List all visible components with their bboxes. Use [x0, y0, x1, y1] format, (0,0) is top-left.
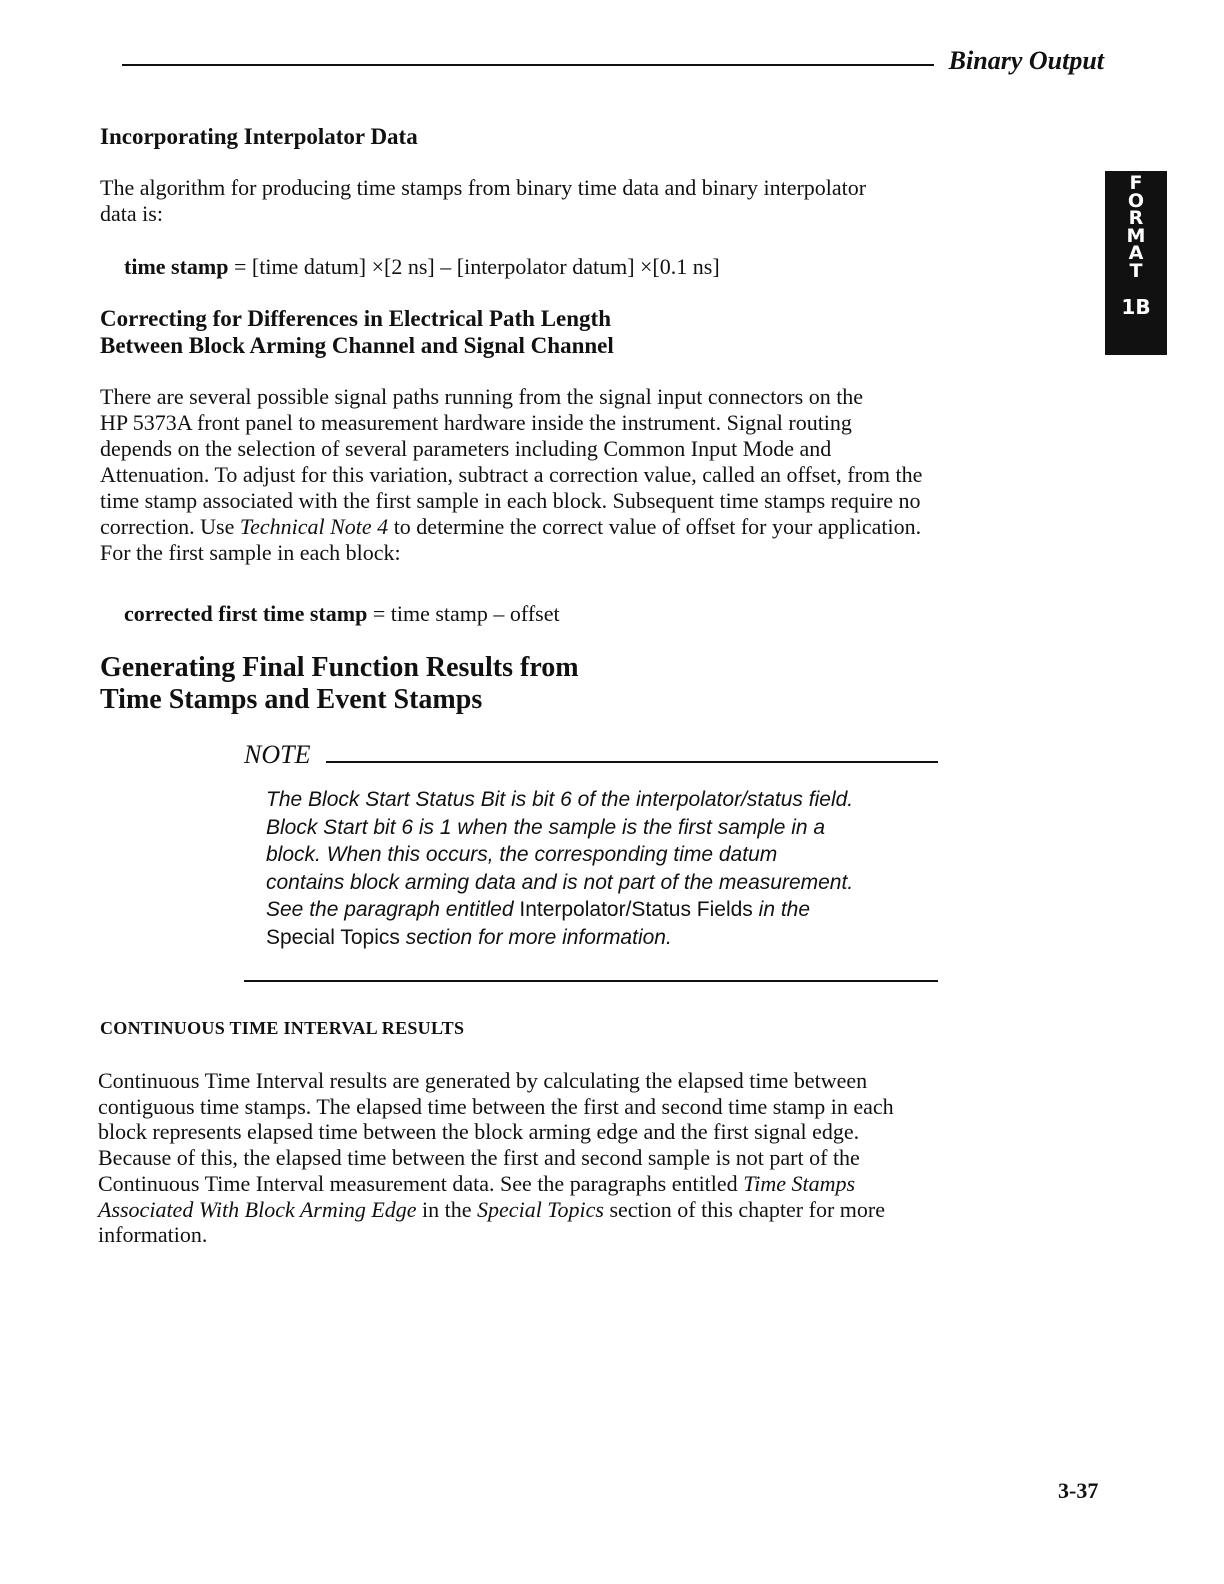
tab-number: 1B — [1121, 295, 1151, 319]
section-tab — [1105, 171, 1167, 355]
text-span: to determine the correct value of offset for your application. — [388, 514, 922, 539]
text-line: HP 5373A front panel to measurement hardware inside the instrument. Signal routing — [100, 410, 852, 435]
text-span: section of this chapter for more — [603, 1196, 885, 1222]
text-span: Continuous Time Interval measurement data. See the paragraphs entitled — [98, 1170, 744, 1196]
text-line: contiguous time stamps. The elapsed time between the first and second time stamp in each — [98, 1093, 894, 1119]
text-line: information. — [98, 1222, 208, 1248]
tab-letter: O — [1127, 189, 1145, 212]
equation-rhs: = time stamp – offset — [367, 601, 560, 626]
tab-letters — [1105, 171, 1167, 280]
section-heading-path-length — [100, 305, 614, 359]
text-line: time stamp associated with the first sample in each block. Subsequent time stamps require no — [100, 488, 921, 513]
note-rule-bottom — [244, 980, 938, 982]
text-line: Because of this, the elapsed time between the first and second sample is not part of the — [98, 1145, 860, 1171]
note-line — [266, 896, 956, 924]
text-line: block represents elapsed time between the block arming edge and the first signal edge. — [98, 1119, 860, 1145]
text-span: in the — [752, 898, 811, 921]
continuous-ti-paragraph — [98, 1068, 894, 1248]
page-number: 3-37 — [1058, 1478, 1099, 1503]
heading-line: Generating Final Function Results from — [100, 652, 579, 683]
equation-lhs: time stamp — [124, 254, 229, 279]
text-span: correction. Use — [100, 514, 240, 539]
special-topics-ref: Special Topics — [477, 1196, 604, 1222]
corrected-equation — [124, 601, 560, 627]
text-line — [98, 1197, 894, 1223]
text-line: Continuous Time Interval results are generated by calculating the elapsed time between — [98, 1068, 868, 1093]
tab-letter: T — [1129, 259, 1143, 282]
text-span: in the — [416, 1196, 478, 1222]
note-line: block. When this occurs, the corresponding time datum — [266, 843, 778, 866]
tab-letter: R — [1128, 207, 1144, 229]
text-span: section for more information. — [399, 925, 672, 949]
equation-rhs: = [time datum] ×[2 ns] – [interpolator datum] ×[0.1 ns] — [228, 254, 720, 279]
note-label: NOTE — [244, 740, 311, 769]
text-line — [100, 514, 922, 540]
path-length-paragraph — [100, 384, 922, 566]
text-line: Attenuation. To adjust for this variation, subtract a correction value, called an offset, from the — [100, 462, 923, 487]
interpolator-intro — [100, 175, 866, 227]
text-line: For the first sample in each block: — [100, 540, 401, 565]
tab-letter: M — [1126, 224, 1146, 247]
tab-letter: F — [1129, 172, 1143, 194]
note-line — [266, 924, 956, 952]
note-line: The Block Start Status Bit is bit 6 of the interpolator/status field. — [266, 788, 854, 811]
text-line: The algorithm for producing time stamps from binary time data and binary interpolator — [100, 175, 867, 200]
running-header-title: Binary Output — [948, 46, 1104, 75]
heading-line: Between Block Arming Channel and Signal Channel — [100, 333, 614, 358]
note-body — [266, 786, 956, 951]
equation-lhs: corrected first time stamp — [124, 601, 368, 626]
tab-letter: A — [1128, 242, 1144, 264]
note-line: contains block arming data and is not part of the measurement. — [266, 870, 854, 894]
section-heading-final-results — [100, 652, 579, 716]
heading-line: Correcting for Differences in Electrical Path Length — [100, 306, 611, 331]
time-stamp-equation — [124, 254, 720, 280]
note-rule-top — [326, 761, 938, 763]
time-stamps-ref: Time Stamps — [743, 1170, 856, 1196]
text-line: data is: — [100, 201, 163, 226]
text-line — [98, 1171, 894, 1197]
section-heading-continuous-ti: CONTINUOUS TIME INTERVAL RESULTS — [100, 1018, 465, 1038]
text-line: depends on the selection of several parameters including Common Input Mode and — [100, 436, 832, 461]
text-line: There are several possible signal paths running from the signal input connectors on the — [100, 384, 864, 409]
interpolator-fields-ref: Interpolator/Status Fields — [519, 898, 753, 921]
section-heading-interpolator: Incorporating Interpolator Data — [100, 124, 418, 149]
special-topics-ref: Special Topics — [266, 925, 400, 949]
header-rule — [122, 64, 934, 66]
heading-line: Time Stamps and Event Stamps — [100, 684, 483, 715]
block-arming-edge-ref: Associated With Block Arming Edge — [98, 1196, 417, 1222]
note-line: Block Start bit 6 is 1 when the sample is the first sample in a — [266, 815, 826, 839]
technical-note-ref: Technical Note 4 — [239, 514, 389, 539]
text-span: See the paragraph entitled — [266, 898, 520, 921]
